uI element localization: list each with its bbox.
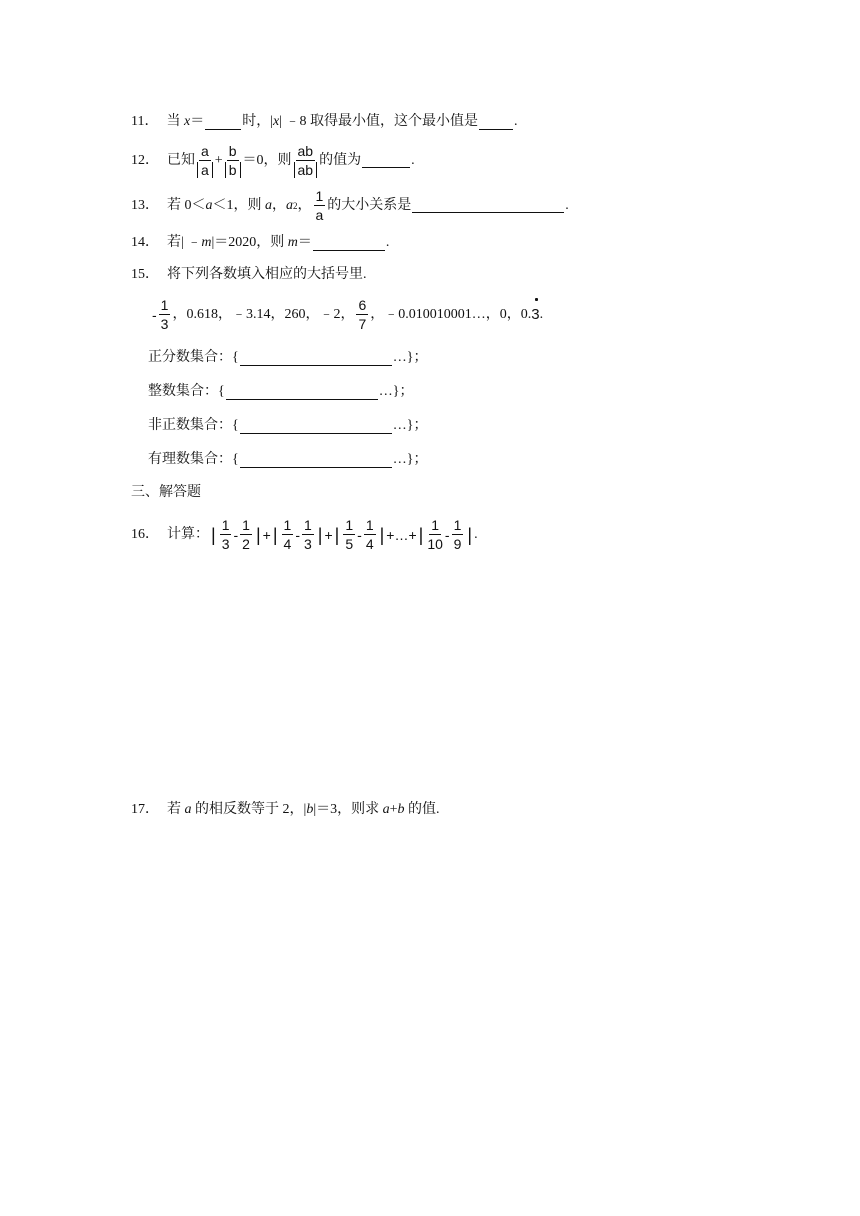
denominator: 9	[453, 536, 462, 552]
set-non-positive	[148, 417, 427, 435]
question-text: ＜1，则	[212, 197, 262, 213]
fraction	[427, 517, 443, 552]
variable: x	[183, 114, 191, 129]
section-heading	[131, 484, 201, 502]
minus-sign: -	[152, 306, 157, 323]
question-text: ＝	[297, 235, 312, 250]
set-label: 整数集合：{	[148, 384, 225, 399]
denominator: 3	[303, 536, 312, 552]
repeating-digit: 3	[531, 305, 540, 323]
fraction	[240, 517, 252, 552]
denominator: 4	[365, 536, 374, 552]
number-list	[152, 297, 543, 332]
denominator: a	[197, 162, 213, 178]
fraction	[282, 517, 294, 552]
operator: +	[214, 152, 223, 168]
set-positive-fractions	[148, 349, 427, 367]
minus-sign: -	[233, 526, 239, 543]
denominator: 4	[283, 536, 292, 552]
numerator: 1	[453, 517, 462, 533]
variable: m	[287, 235, 298, 250]
abs-bar: |	[317, 524, 323, 545]
fraction	[314, 188, 326, 223]
question-text: 时，|	[242, 114, 274, 129]
fraction	[364, 517, 376, 552]
question-text: .	[411, 152, 415, 168]
variable: a	[205, 197, 213, 213]
question-12	[131, 143, 415, 178]
question-number: 14．	[131, 235, 159, 250]
answer-blank[interactable]	[412, 198, 564, 213]
minus-sign: -	[444, 526, 450, 543]
numerator: 1	[221, 517, 230, 533]
question-15	[131, 266, 367, 284]
question-11	[131, 113, 518, 131]
answer-blank[interactable]	[479, 115, 513, 130]
denominator: 3	[221, 536, 230, 552]
number-values: ，﹣0.010010001…，0，0.	[370, 306, 532, 322]
set-tail: …}；	[392, 418, 428, 433]
operator: +	[324, 526, 333, 543]
numerator: 1	[303, 517, 312, 533]
question-text: 若| ﹣	[167, 235, 202, 250]
minus-sign: -	[295, 526, 300, 543]
fraction	[343, 517, 355, 552]
question-13: 13． 若 0＜ a ＜1，则 a ， a 2 ， $\frac{1}{a}$ 的大小关系是 .	[131, 188, 569, 223]
question-text: 计算：	[167, 526, 209, 542]
question-text: 若	[167, 802, 181, 817]
operator: +…+	[386, 526, 417, 543]
numerator: 1	[431, 517, 440, 533]
question-17	[131, 801, 440, 819]
set-tail: …}；	[392, 350, 428, 365]
denominator: ab	[294, 162, 318, 178]
numerator: 6	[358, 297, 367, 313]
question-text: 当	[166, 114, 181, 129]
numerator: 1	[315, 188, 324, 204]
operator: +	[389, 802, 398, 817]
question-text: |＝2020，则	[211, 235, 285, 250]
question-text: .	[474, 526, 478, 542]
section-title: 三、解答题	[131, 485, 201, 500]
variable: b	[397, 802, 405, 817]
fraction	[225, 143, 241, 178]
question-16	[131, 517, 478, 552]
abs-bar: |	[255, 524, 261, 545]
question-text: 的值.	[408, 802, 440, 817]
variable: b	[306, 802, 314, 817]
operator: +	[262, 526, 271, 543]
answer-blank[interactable]	[240, 419, 392, 434]
abs-bar: |	[272, 524, 278, 545]
numerator: 1	[283, 517, 292, 533]
question-number: 12．	[131, 152, 159, 168]
question-14	[131, 234, 389, 252]
denominator: 5	[345, 536, 354, 552]
question-text: .	[385, 235, 390, 250]
question-text: | ﹣8 取得最小值，这个最小值是	[279, 114, 479, 129]
fraction	[294, 143, 318, 178]
question-number: 13．	[131, 197, 159, 213]
question-text: ，	[272, 197, 286, 213]
fraction	[159, 297, 171, 332]
question-number: 16．	[131, 526, 159, 542]
set-label: 正分数集合：{	[148, 350, 239, 365]
minus-sign: -	[357, 526, 362, 543]
question-text: 若 0＜	[167, 197, 206, 213]
numerator: 1	[345, 517, 354, 533]
set-integers	[148, 383, 413, 401]
denominator: 10	[427, 536, 443, 552]
set-label: 有理数集合：{	[148, 452, 239, 467]
fraction	[452, 517, 464, 552]
denominator: a	[315, 207, 324, 223]
abs-bar: |	[467, 524, 473, 545]
variable: x	[273, 114, 280, 129]
answer-blank[interactable]	[205, 115, 241, 130]
numerator: b	[228, 143, 237, 159]
answer-blank[interactable]	[240, 351, 392, 366]
number-values: ，0.618，﹣3.14，260，﹣2，	[172, 306, 355, 322]
set-rationals	[148, 451, 427, 469]
question-text: |＝3，则求	[313, 802, 380, 817]
question-text: .	[539, 306, 544, 322]
question-number: 17．	[131, 802, 159, 817]
set-tail: …}；	[392, 452, 428, 467]
numerator: 1	[365, 517, 374, 533]
set-label: 非正数集合：{	[148, 418, 239, 433]
question-text: 的相反数等于 2，|	[195, 802, 307, 817]
denominator: 3	[160, 316, 169, 332]
question-text: ＝0，则	[242, 152, 292, 168]
abs-bar: |	[418, 524, 424, 545]
question-text: 的值为	[319, 152, 362, 168]
answer-blank[interactable]	[362, 153, 410, 168]
denominator: 2	[242, 536, 250, 552]
fraction	[220, 517, 232, 552]
variable: m	[201, 235, 212, 250]
answer-blank[interactable]	[226, 385, 378, 400]
fraction	[197, 143, 213, 178]
abs-bar: |	[211, 524, 216, 545]
question-text: ＝	[190, 114, 205, 129]
numerator: ab	[297, 143, 314, 159]
denominator: 7	[358, 316, 367, 332]
answer-blank[interactable]	[240, 453, 392, 468]
fraction	[356, 297, 368, 332]
question-text: 已知	[167, 152, 195, 168]
variable: a	[184, 802, 192, 817]
variable: a	[265, 197, 272, 213]
numerator: a	[201, 143, 209, 159]
abs-bar: |	[334, 524, 340, 545]
question-text: 的大小关系是	[327, 197, 412, 213]
question-text: .	[565, 197, 569, 213]
answer-blank[interactable]	[313, 236, 385, 251]
fraction	[302, 517, 314, 552]
denominator: b	[225, 162, 241, 178]
variable: a	[286, 197, 293, 213]
numerator: 1	[160, 297, 169, 313]
question-text: ，	[297, 197, 312, 213]
question-text: .	[514, 114, 518, 129]
numerator: 1	[242, 517, 250, 533]
question-number: 11．	[131, 114, 159, 129]
set-tail: …}；	[378, 384, 414, 399]
question-text: 将下列各数填入相应的大括号里.	[167, 267, 367, 282]
abs-bar: |	[379, 524, 385, 545]
variable: a	[382, 802, 390, 817]
question-number: 15．	[131, 267, 159, 282]
